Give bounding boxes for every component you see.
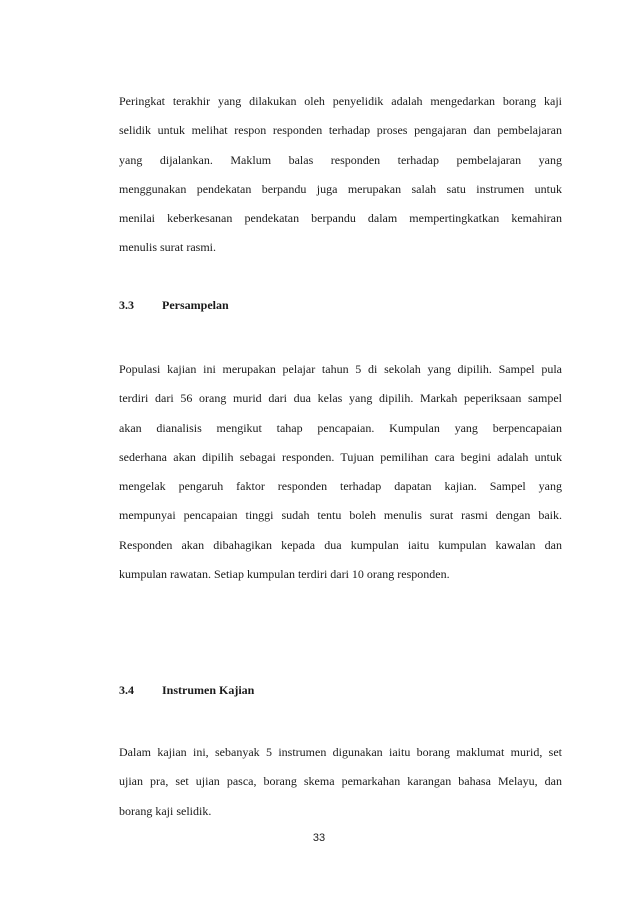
text-line: terdiri dari 56 orang murid dari dua kelas yang dipilih. Markah peperiksaan sampel [119, 391, 562, 406]
text-line: Responden akan dibahagikan kepada dua kumpulan iaitu kumpulan kawalan dan [119, 537, 562, 552]
section-number: 3.3 [119, 298, 134, 312]
section-number: 3.4 [119, 683, 134, 697]
paragraph-3 [119, 738, 562, 826]
page-number: 33 [312, 832, 326, 844]
section-title: Instrumen Kajian [162, 683, 255, 697]
text-line: selidik untuk melihat respon responden terhadap proses pengajaran dan pembelajaran [119, 123, 562, 138]
text-line: Peringkat terakhir yang dilakukan oleh penyelidik adalah mengedarkan borang kaji [119, 94, 562, 108]
text-line: kumpulan rawatan. Setiap kumpulan terdiri dari 10 orang responden. [119, 567, 450, 582]
section-heading-3-4 [119, 683, 254, 698]
text-line: mempunyai pencapaian tinggi sudah tentu boleh menulis surat rasmi dengan baik. [119, 508, 562, 523]
text-line: borang kaji selidik. [119, 803, 212, 818]
paragraph-2 [119, 355, 562, 589]
paragraph-1 [119, 87, 562, 263]
text-line: yang dijalankan. Maklum balas responden terhadap pembelajaran yang [119, 152, 562, 167]
text-line: menulis surat rasmi. [119, 240, 216, 255]
text-line: sederhana akan dipilih sebagai responden. Tujuan pemilihan cara begini adalah untuk [119, 449, 562, 464]
text-line: mengelak pengaruh faktor responden terhadap dapatan kajian. Sampel yang [119, 479, 562, 494]
text-line: ujian pra, set ujian pasca, borang skema pemarkahan karangan bahasa Melayu, dan [119, 774, 562, 789]
section-heading-3-3 [119, 298, 229, 313]
text-line: menggunakan pendekatan berpandu juga merupakan salah satu instrumen untuk [119, 181, 562, 196]
text-line: Populasi kajian ini merupakan pelajar tahun 5 di sekolah yang dipilih. Sampel pula [119, 362, 562, 376]
text-line: menilai keberkesanan pendekatan berpandu dalam mempertingkatkan kemahiran [119, 211, 562, 226]
text-line: akan dianalisis mengikut tahap pencapaian. Kumpulan yang berpencapaian [119, 420, 562, 435]
text-line: Dalam kajian ini, sebanyak 5 instrumen digunakan iaitu borang maklumat murid, set [119, 745, 562, 759]
section-title: Persampelan [162, 298, 229, 312]
